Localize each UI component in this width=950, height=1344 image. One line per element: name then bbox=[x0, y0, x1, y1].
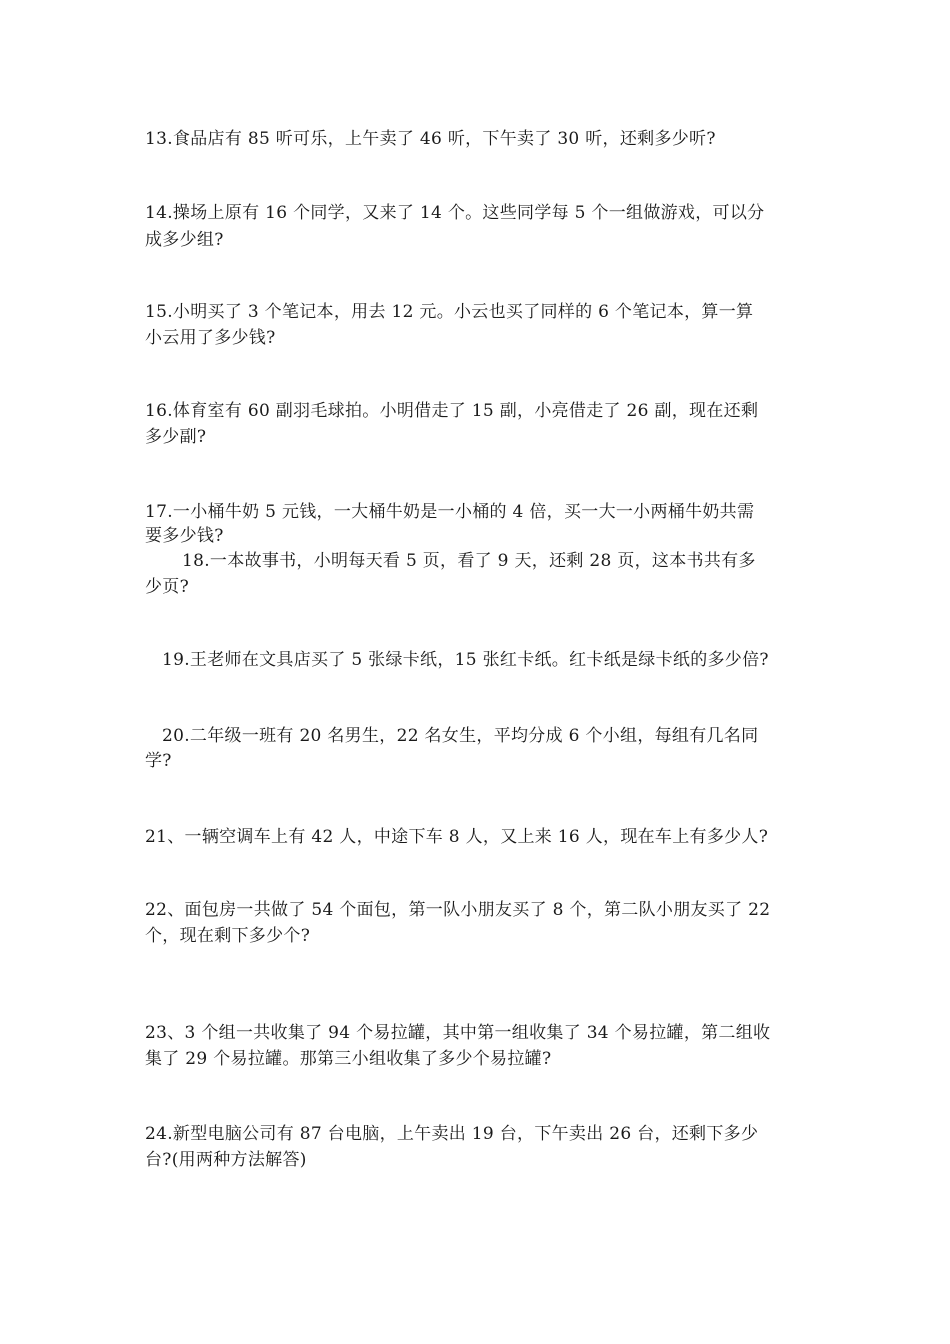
problem-13-line-1: 13.食品店有 85 听可乐，上午卖了 46 听，下午卖了 30 听，还剩多少听? bbox=[145, 129, 716, 149]
problem-23-line-2: 集了 29 个易拉罐。那第三小组收集了多少个易拉罐? bbox=[145, 1049, 552, 1069]
problem-19-line-1: 19.王老师在文具店买了 5 张绿卡纸，15 张红卡纸。红卡纸是绿卡纸的多少倍? bbox=[162, 650, 769, 670]
problem-18-line-2: 少页? bbox=[145, 577, 190, 597]
problem-20-line-1: 20.二年级一班有 20 名男生，22 名女生，平均分成 6 个小组，每组有几名同 bbox=[162, 726, 759, 746]
problem-24-line-2: 台?(用两种方法解答) bbox=[145, 1150, 307, 1170]
problem-17-line-2: 要多少钱? bbox=[145, 526, 224, 546]
problem-22-line-2: 个，现在剩下多少个? bbox=[145, 926, 311, 946]
problem-17-line-1: 17.一小桶牛奶 5 元钱，一大桶牛奶是一小桶的 4 倍，买一大一小两桶牛奶共需 bbox=[145, 502, 755, 522]
problem-15-line-2: 小云用了多少钱? bbox=[145, 328, 276, 348]
problem-16-line-2: 多少副? bbox=[145, 427, 207, 447]
problem-22-line-1: 22、面包房一共做了 54 个面包，第一队小朋友买了 8 个，第二队小朋友买了 22 bbox=[145, 900, 771, 920]
problem-23-line-1: 23、3 个组一共收集了 94 个易拉罐，其中第一组收集了 34 个易拉罐，第二组收 bbox=[145, 1023, 771, 1043]
problem-18-line-1: 18.一本故事书，小明每天看 5 页，看了 9 天，还剩 28 页，这本书共有多 bbox=[182, 551, 756, 571]
problem-20-line-2: 学? bbox=[145, 751, 172, 771]
problem-21-line-1: 21、一辆空调车上有 42 人，中途下车 8 人，又上来 16 人，现在车上有多少人? bbox=[145, 827, 769, 847]
problem-24-line-1: 24.新型电脑公司有 87 台电脑，上午卖出 19 台，下午卖出 26 台，还剩下多少 bbox=[145, 1124, 759, 1144]
problem-14-line-2: 成多少组? bbox=[145, 230, 224, 250]
problem-15-line-1: 15.小明买了 3 个笔记本，用去 12 元。小云也买了同样的 6 个笔记本，算一算 bbox=[145, 302, 754, 322]
problem-16-line-1: 16.体育室有 60 副羽毛球拍。小明借走了 15 副，小亮借走了 26 副，现在还剩 bbox=[145, 401, 759, 421]
problem-14-line-1: 14.操场上原有 16 个同学，又来了 14 个。这些同学每 5 个一组做游戏，可以分 bbox=[145, 203, 765, 223]
